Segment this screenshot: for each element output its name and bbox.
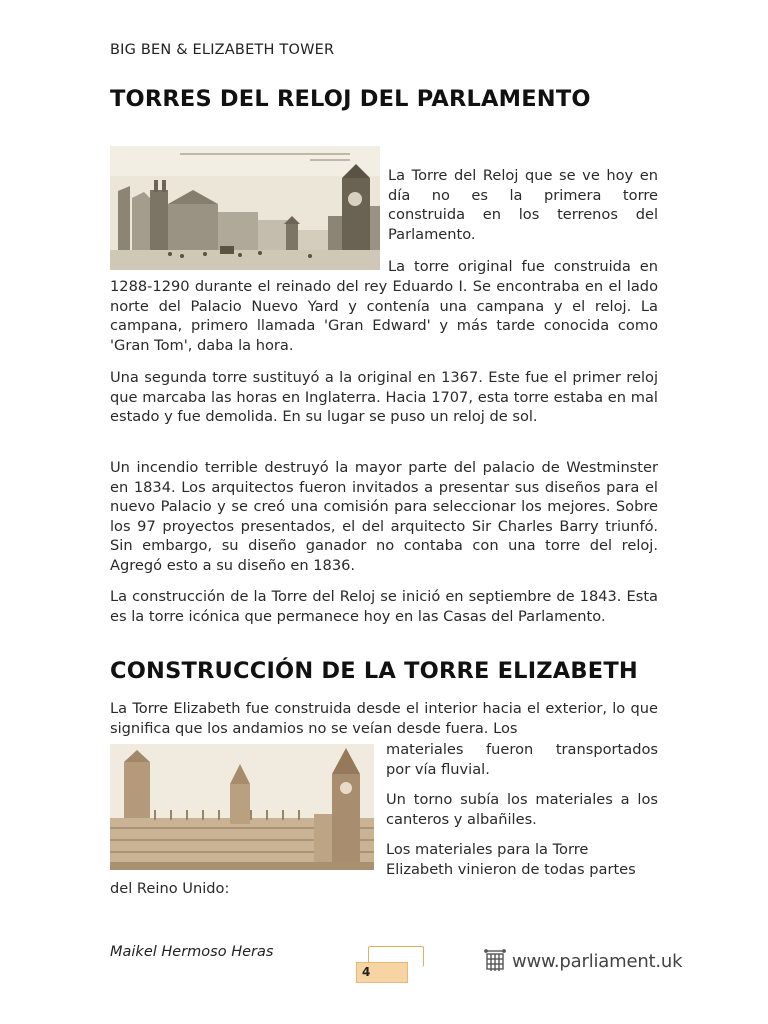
engraving-old-westminster bbox=[110, 146, 380, 270]
paragraph-torre-original-start bbox=[388, 257, 658, 277]
portcullis-icon bbox=[484, 949, 506, 973]
paragraph-incendio: Un incendio terrible destruyó la mayor parte del palacio de Westminster en 1834. Los arquitectos fueron invitados a presentar sus diseños para el nuevo Palacio y se creó una comisión para seleccionar los mejores. Sobre los 97 proyectos presentados, el del arquitecto Sir Charles Barry triunfó. Sin embargo, su diseño ganador no contaba con una torre del reloj. Agregó esto a su diseño en 1836. bbox=[110, 459, 658, 574]
paragraph-segunda-torre: Una segunda torre sustituyó a la original en 1367. Este fue el primer reloj que marcaba las horas en Inglaterra. Hacia 1707, esta torre estaba en mal estado y fue demolida. En su lugar se puso un reloj de sol. bbox=[110, 369, 658, 426]
paragraph-materiales bbox=[386, 840, 658, 879]
page-number-box bbox=[356, 946, 422, 980]
paragraph-transporte bbox=[386, 740, 658, 779]
text-line: día no es la primera torre bbox=[388, 186, 658, 204]
page-number-tab bbox=[356, 962, 408, 983]
paragraph-torre-actual bbox=[388, 166, 658, 244]
text-line: construida en los terrenos del bbox=[388, 206, 658, 224]
footer-author: Maikel Hermoso Heras bbox=[110, 944, 274, 960]
text-line: por vía fluvial. bbox=[386, 760, 490, 778]
parliament-url[interactable]: www.parliament.uk bbox=[512, 950, 683, 972]
paragraph-interior-exterior: La Torre Elizabeth fue construida desde el interior hacia el exterior, lo que significa que los andamios no se veían desde fuera. Los bbox=[110, 700, 658, 737]
paragraph-torre-original: 1288-1290 durante el reinado del rey Eduardo I. Se encontraba en el lado norte del Palacio Nuevo Yard y contenía una campana y el reloj. La campana, primero llamada 'Gran Edward' y más tarde conocida como 'Gran Tom', daba la hora. bbox=[110, 278, 658, 354]
text-line: La torre original fue construida en bbox=[388, 258, 658, 275]
page-number: 4 bbox=[362, 965, 371, 979]
text-line: materiales fueron transportados bbox=[386, 741, 658, 758]
paragraph-materiales-end: del Reino Unido: bbox=[110, 880, 230, 897]
text-line: canteros y albañiles. bbox=[386, 810, 537, 828]
text-line: Un torno subía los materiales a los bbox=[386, 791, 658, 808]
parliament-brand[interactable] bbox=[484, 948, 682, 974]
section-title-construccion: CONSTRUCCIÓN DE LA TORRE ELIZABETH bbox=[110, 658, 638, 684]
paragraph-torno bbox=[386, 790, 658, 829]
text-line: Parlamento. bbox=[388, 225, 476, 243]
section-title-torres: TORRES DEL RELOJ DEL PARLAMENTO bbox=[110, 86, 591, 112]
text-line: Los materiales para la Torre bbox=[386, 841, 589, 858]
running-header: BIG BEN & ELIZABETH TOWER bbox=[110, 42, 335, 58]
paragraph-construccion: La construcción de la Torre del Reloj se inició en septiembre de 1843. Esta es la torre icónica que permanece hoy en las Casas del Parlamento. bbox=[110, 588, 658, 625]
drawing-palace-westminster bbox=[110, 744, 374, 870]
text-line: La Torre del Reloj que se ve hoy en bbox=[388, 167, 658, 184]
text-line: Elizabeth vinieron de todas partes bbox=[386, 860, 636, 878]
